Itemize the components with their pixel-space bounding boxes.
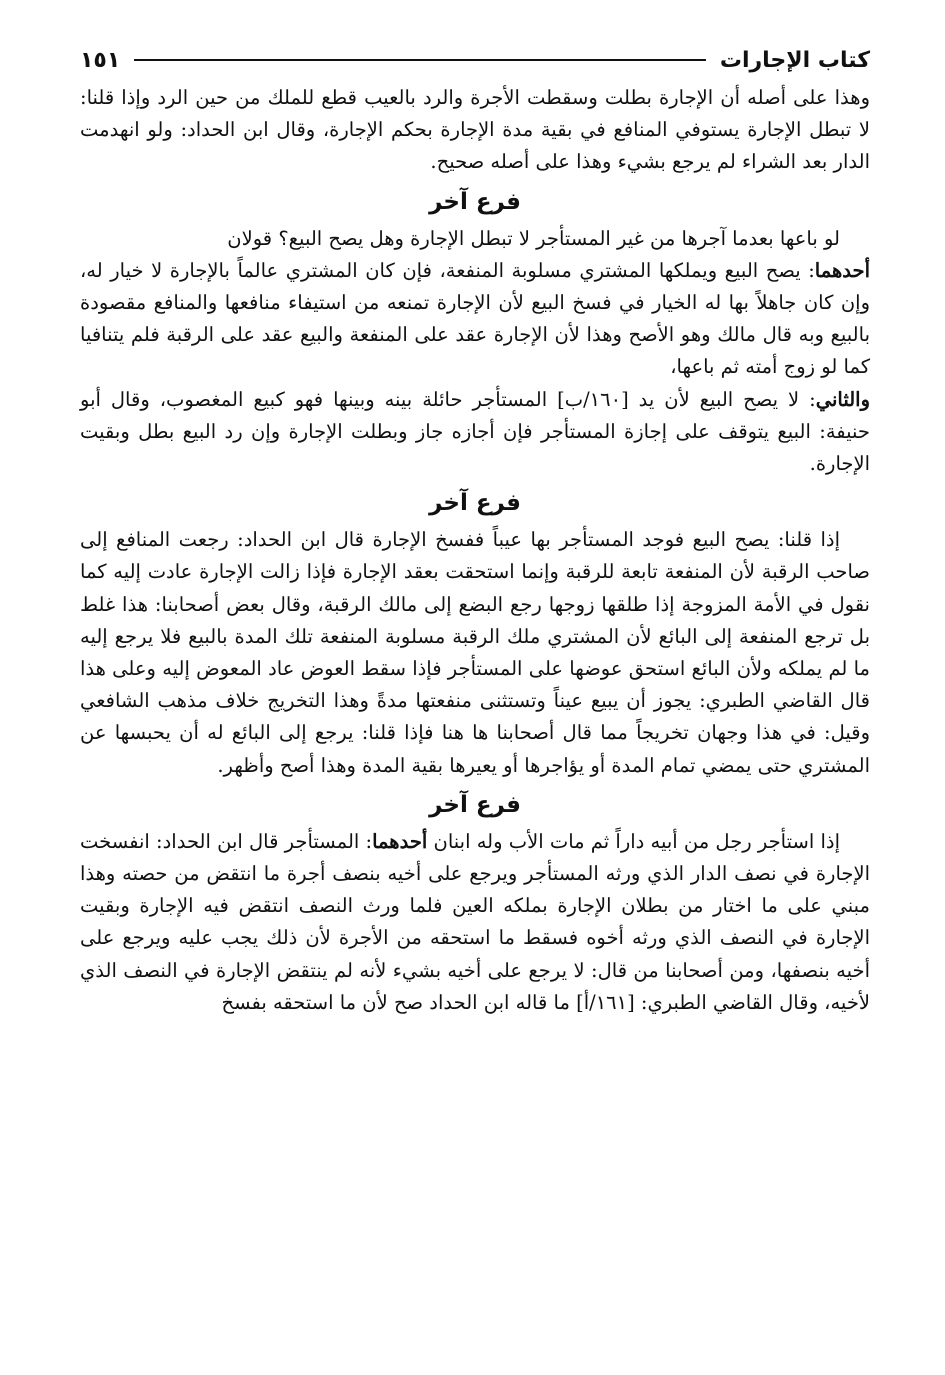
section-3-text-start: إذا استأجر رجل من أبيه داراً ثم مات الأب وله ابنان bbox=[427, 829, 840, 853]
header-rule bbox=[134, 59, 706, 61]
second-opinion-text: : لا يصح البيع لأن يد [١٦٠/ب] المستأجر حائلة بينه وبينها فهو كبيع المغصوب، وقال أبو حنيفة: البيع يتوقف على إجازة المستأجر فإن أجازه جاز وبطلت الإجارة وإن رد البيع بطل وبقيت الإجارة. bbox=[80, 387, 870, 476]
section-2-paragraph-1: إذا قلنا: يصح البيع فوجد المستأجر بها عيباً ففسخ الإجارة قال ابن الحداد: رجعت المنافع إلى صاحب الرقبة لأن المنفعة تابعة للرقبة وإنما استحقت بعقد الإجارة فإذا زالت الإجارة عادت إليه كما نقول في الأمة المزوجة إذا طلقها زوجها رجع البضع إلى مالك الرقبة، وقال بعض أصحابنا: هذا غلط بل ترجع المنفعة إلى البائع لأن المشتري ملك الرقبة مسلوبة المنفعة تلك المدة بالبيع فلا يرجع إليه ما لم يملكه ولأن البائع استحق عوضها على المستأجر فإذا سقط العوض عاد المعوض إليه وعلى هذا قال القاضي الطبري: يجوز أن يبيع عيناً وتستثنى منفعتها مدةً وهذا التخريج خلاف مذهب الشافعي وقيل: في هذا وجهان تخريجاً مما قال أصحابنا ها هنا فإذا قلنا: يرجع إلى البائع له أن يحبسها عن المشتري حتى يمضي تمام المدة أو يؤاجرها أو يعيرها بقية المدة وهذا أصح وأظهر. bbox=[80, 528, 870, 777]
page-number: ١٥١ bbox=[80, 47, 121, 73]
section-3-text-rest: : المستأجر قال ابن الحداد: انفسخت الإجارة في نصف الدار الذي ورثه المستأجر ويرجع على أخيه بنصف أجرة ما انتقض من حصته وهذا مبني على ما اختار من بطلان الإجارة بملكه العين فلما ورث النصف انتقض فيه الإجارة وبقيت الإجارة في النصف الذي ورثه أخوه فسقط ما استحقه من الأجرة لأن ذلك يجب عليه ويرجع على أخيه بنصفها، ومن أصحابنا من قال: لا يرجع على أخيه بشيء لأنه لم ينتقض الإجارة في النصف الذي لأخيه، وقال القاضي الطبري: [١٦١/أ] ما قاله ابن الحداد صح لأن ما استحقه بفسخ bbox=[80, 829, 870, 1014]
section-1 bbox=[80, 185, 870, 481]
section-1-paragraph-1: لو باعها بعدما آجرها من غير المستأجر لا تبطل الإجارة وهل يصح البيع؟ قولان bbox=[227, 226, 840, 250]
book-page bbox=[80, 38, 870, 1019]
section-1-paragraph-2 bbox=[80, 255, 870, 384]
running-header bbox=[80, 38, 870, 82]
intro-paragraph: وهذا على أصله أن الإجارة بطلت وسقطت الأجرة والرد بالعيب قطع للملك من حين الرد وإذا قلنا: لا تبطل الإجارة يستوفي المنافع في بقية مدة الإجارة بحكم الإجارة، وقال ابن الحداد: ولو انهدمت الدار بعد الشراء لم يرجع بشيء وهذا على أصله صحيح. bbox=[80, 86, 870, 174]
section-1-paragraph-3 bbox=[80, 384, 870, 481]
section-2-heading: فرع آخر bbox=[429, 490, 521, 517]
section-3-bold-label: أحدهما bbox=[372, 829, 428, 853]
book-title: كتاب الإجارات bbox=[719, 47, 870, 73]
section-3-paragraph-1 bbox=[80, 826, 870, 1019]
section-3 bbox=[80, 788, 870, 1019]
section-3-heading: فرع آخر bbox=[429, 791, 521, 818]
section-1-heading: فرع آخر bbox=[429, 188, 521, 215]
section-2 bbox=[80, 486, 870, 782]
first-opinion-label: أحدهما bbox=[814, 258, 870, 282]
first-opinion-text: : يصح البيع ويملكها المشتري مسلوبة المنفعة، فإن كان المشتري عالماً بالإجارة لا خيار له، وإن كان جاهلاً بها له الخيار في فسخ البيع لأن الإجارة تمنعه من استيفاء منافعها والمنافع مقصودة بالبيع وبه قال مالك وهو الأصح وهذا لأن الإجارة عقد على المنفعة والبيع عقد على الرقبة فلم يتنافيا كما لو زوج أمته ثم باعها، bbox=[80, 258, 870, 379]
second-opinion-label: والثاني bbox=[815, 387, 870, 411]
intro-section bbox=[80, 82, 870, 179]
